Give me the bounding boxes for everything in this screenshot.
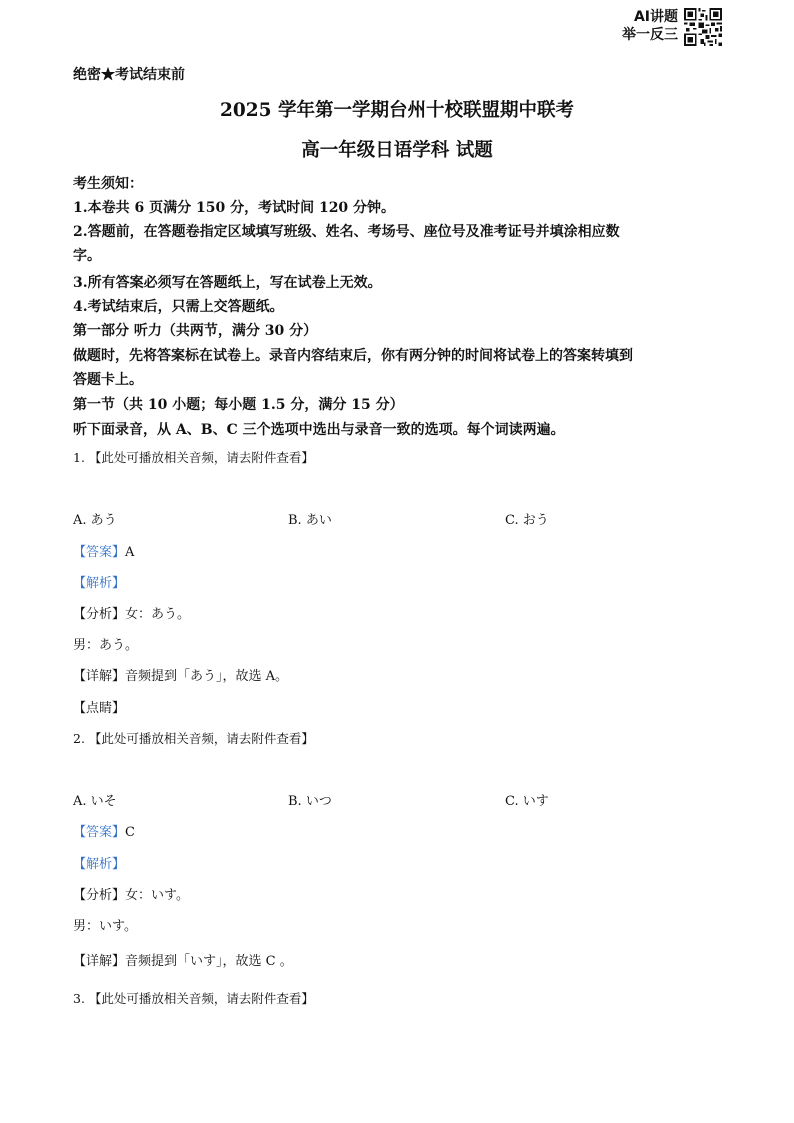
question-2-analysis bbox=[73, 884, 189, 903]
answer-tag: 【答案】 bbox=[73, 545, 126, 560]
ai-badge-line1: AI讲题 bbox=[633, 9, 678, 25]
part1-instruction-1: 做题时，先将答案标在试卷上。录音内容结束后，你有两分钟的时间将试卷上的答案转填到 bbox=[73, 348, 633, 364]
question-1-answer bbox=[73, 541, 134, 560]
analysis-text: 女：あう。 bbox=[125, 607, 191, 622]
analysis-text: 女：いす。 bbox=[125, 888, 189, 903]
part1-instruction-2: 答题卡上。 bbox=[73, 372, 143, 388]
notice-heading: 考生须知： bbox=[73, 176, 143, 192]
question-1-analysis bbox=[73, 603, 190, 622]
answer-value: C bbox=[125, 825, 135, 840]
ai-badge[interactable] bbox=[612, 8, 724, 48]
question-1-male-line: 男：あう。 bbox=[73, 638, 139, 653]
notice-item-2-cont: 字。 bbox=[73, 248, 101, 264]
analysis-label: 【分析】 bbox=[73, 888, 126, 903]
question-1-analysis-tag: 【解析】 bbox=[73, 576, 126, 591]
question-1-option-c: C. おう bbox=[505, 513, 549, 528]
question-2-male-line: 男：いす。 bbox=[73, 919, 137, 934]
question-1-detail bbox=[73, 665, 288, 684]
question-1-dianjing: 【点睛】 bbox=[73, 701, 126, 716]
notice-item-1: 1.本卷共 6 页满分 150 分，考试时间 120 分钟。 bbox=[73, 200, 396, 216]
ai-badge-line2: 举一反三 bbox=[622, 27, 678, 43]
question-2-analysis-tag: 【解析】 bbox=[73, 857, 126, 872]
question-2-option-a: A. いそ bbox=[73, 794, 117, 809]
question-2-stem[interactable]: 2. 【此处可播放相关音频，请去附件查看】 bbox=[73, 731, 314, 746]
question-3-stem[interactable]: 3. 【此处可播放相关音频，请去附件查看】 bbox=[73, 991, 314, 1006]
question-2-answer bbox=[73, 821, 135, 840]
analysis-label: 【分析】 bbox=[73, 607, 126, 622]
exam-subtitle: 高一年级日语学科 试题 bbox=[301, 140, 493, 161]
notice-item-2: 2.答题前，在答题卷指定区域填写班级、姓名、考场号、座位号及准考证号并填涂相应数 bbox=[73, 224, 620, 240]
question-1-option-b: B. あい bbox=[288, 513, 332, 528]
detail-label: 【详解】 bbox=[73, 954, 126, 969]
section1-instruction: 听下面录音，从 A、B、C 三个选项中选出与录音一致的选项。每个词读两遍。 bbox=[73, 422, 565, 438]
ai-badge-text bbox=[612, 8, 678, 44]
part1-heading: 第一部分 听力（共两节，满分 30 分） bbox=[73, 323, 318, 339]
detail-text: 音频提到「いす」，故选 C 。 bbox=[125, 954, 293, 969]
question-2-option-b: B. いつ bbox=[288, 794, 332, 809]
detail-label: 【详解】 bbox=[73, 669, 126, 684]
answer-value: A bbox=[125, 545, 135, 560]
question-2-detail bbox=[73, 950, 293, 969]
qr-code-icon[interactable] bbox=[684, 8, 722, 46]
question-2-option-c: C. いす bbox=[505, 794, 549, 809]
exam-title: 2025 学年第一学期台州十校联盟期中联考 bbox=[220, 100, 574, 121]
notice-item-3: 3.所有答案必须写在答题纸上，写在试卷上无效。 bbox=[73, 275, 382, 291]
detail-text: 音频提到「あう」，故选 A。 bbox=[125, 669, 289, 684]
question-1-stem[interactable]: 1. 【此处可播放相关音频，请去附件查看】 bbox=[73, 450, 314, 465]
question-1-option-a: A. あう bbox=[73, 513, 117, 528]
answer-tag: 【答案】 bbox=[73, 825, 126, 840]
section1-heading: 第一节（共 10 小题；每小题 1.5 分，满分 15 分） bbox=[73, 397, 404, 413]
notice-item-4: 4.考试结束后，只需上交答题纸。 bbox=[73, 299, 284, 315]
confidential-label: 绝密★考试结束前 bbox=[73, 67, 185, 83]
